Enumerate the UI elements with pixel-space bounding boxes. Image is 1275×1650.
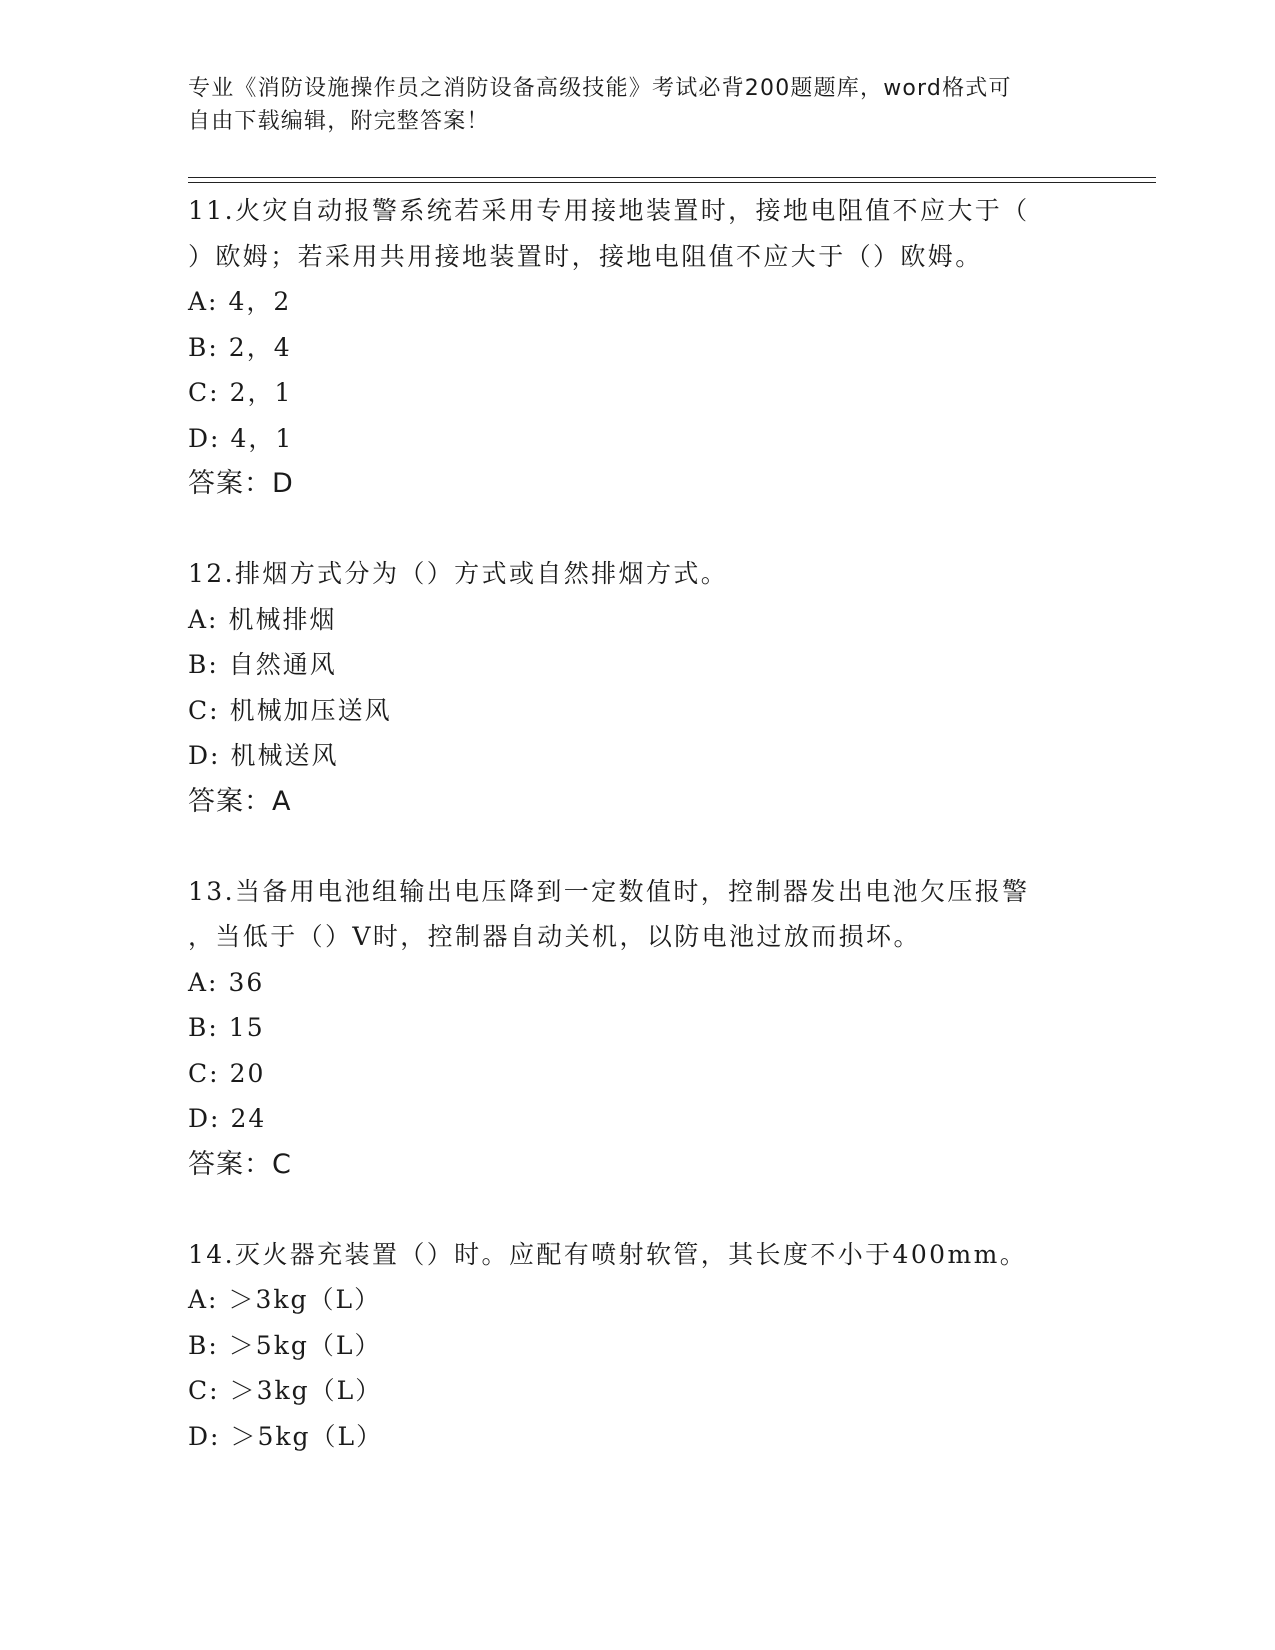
option-text: ＞3kg（L） <box>228 1285 382 1314</box>
option-key: A: <box>188 1285 219 1314</box>
option-key: B: <box>188 650 219 679</box>
option-key: D: <box>188 1104 221 1133</box>
question-item <box>188 551 1148 824</box>
header-divider-top <box>188 177 1156 178</box>
question-text <box>188 1232 1148 1278</box>
question-text-line: 14.灭火器充装置（）时。应配有喷射软管，其长度不小于400mm。 <box>188 1239 1028 1269</box>
option-b <box>188 1323 1148 1369</box>
answer-line: 答案：C <box>188 1148 292 1180</box>
header-divider-bottom <box>188 182 1156 183</box>
option-text: 15 <box>228 1013 265 1042</box>
question-text-line: 12.排烟方式分为（）方式或自然排烟方式。 <box>188 559 729 588</box>
option-text: 自然通风 <box>228 650 337 679</box>
option-key: A: <box>188 287 219 316</box>
option-text: 机械加压送风 <box>229 695 392 725</box>
option-d <box>188 1096 1148 1142</box>
question-item <box>188 869 1148 1187</box>
option-b <box>188 325 1148 371</box>
question-text-line: ）欧姆；若采用共用接地装置时，接地电阻值不应大于（）欧姆。 <box>188 241 983 271</box>
answer-line: 答案：A <box>188 785 292 817</box>
option-key: C: <box>188 1058 220 1088</box>
question-list <box>188 188 1148 1504</box>
option-key: D: <box>188 741 221 770</box>
option-d <box>188 1414 1148 1460</box>
option-c <box>188 688 1148 734</box>
option-text: 36 <box>228 967 265 997</box>
option-a <box>188 597 1148 643</box>
option-text: 机械排烟 <box>228 604 337 634</box>
option-c <box>188 370 1148 416</box>
option-text: 24 <box>230 1104 267 1133</box>
question-text <box>188 551 1148 597</box>
option-text: 4，1 <box>230 423 294 453</box>
question-text-line: 11.火灾自动报警系统若采用专用接地装置时，接地电阻值不应大于（ <box>188 196 1030 225</box>
option-key: D: <box>188 1421 221 1451</box>
question-text-line: ，当低于（）V时，控制器自动关机，以防电池过放而损坏。 <box>188 922 921 951</box>
question-item <box>188 188 1148 506</box>
option-key: C: <box>188 1376 220 1405</box>
option-text: 机械送风 <box>230 741 339 770</box>
option-key: A: <box>188 604 219 634</box>
option-key: C: <box>188 695 220 725</box>
option-key: B: <box>188 332 219 362</box>
option-text: 4，2 <box>228 287 292 316</box>
answer-line: 答案：D <box>188 468 294 499</box>
option-a <box>188 279 1148 325</box>
option-d <box>188 416 1148 462</box>
header-title-line-2: 自由下载编辑，附完整答案！ <box>188 109 490 134</box>
option-text: ＞5kg（L） <box>228 1330 382 1360</box>
option-b <box>188 1005 1148 1051</box>
option-a <box>188 1277 1148 1323</box>
option-b <box>188 642 1148 688</box>
option-text: 20 <box>229 1058 266 1088</box>
option-key: B: <box>188 1330 219 1360</box>
option-key: A: <box>188 967 219 997</box>
question-item <box>188 1232 1148 1460</box>
option-text: 2，4 <box>228 332 292 362</box>
option-key: C: <box>188 378 220 407</box>
option-a <box>188 960 1148 1006</box>
option-c <box>188 1368 1148 1414</box>
option-d <box>188 733 1148 779</box>
header-title-line-1: 专业《消防设施操作员之消防设备高级技能》考试必背200题题库，word格式可 <box>188 76 1012 101</box>
option-key: D: <box>188 423 221 453</box>
option-text: 2，1 <box>229 378 293 407</box>
option-text: ＞5kg（L） <box>230 1421 384 1451</box>
question-text-line: 13.当备用电池组输出电压降到一定数值时，控制器发出电池欠压报警 <box>188 876 1030 906</box>
question-text <box>188 869 1148 960</box>
option-key: B: <box>188 1013 219 1042</box>
option-text: ＞3kg（L） <box>229 1376 383 1405</box>
document-header <box>188 72 1068 138</box>
question-text <box>188 188 1148 279</box>
option-c <box>188 1051 1148 1097</box>
